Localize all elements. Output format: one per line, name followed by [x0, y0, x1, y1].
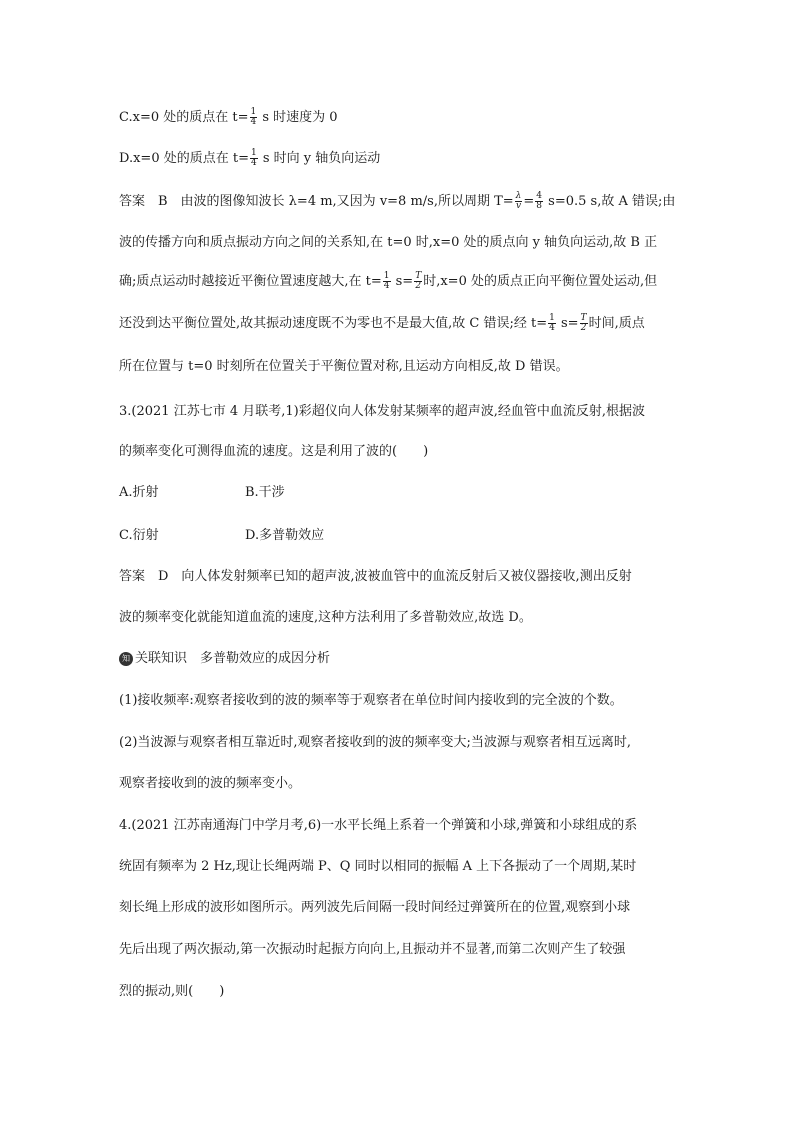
- option-d-text: D.x=0 处的质点在 t=: [119, 151, 249, 166]
- answer-line: 波的频率变化就能知道血流的速度,这种方法利用了多普勒效应,故选 D。: [119, 610, 532, 625]
- fraction: $\frac{1}{4}$: [383, 271, 390, 291]
- related-knowledge-heading: 知 关联知识 多普勒效应的成因分析: [119, 649, 330, 669]
- question-3-stem: 的频率变化可测得血流的速度。这是利用了波的( ): [119, 444, 429, 459]
- question-3-stem: 3.(2021 江苏七市 4 月联考,1)彩超仪向人体发射某频率的超声波,经血管中血流反射,根据波: [119, 404, 645, 419]
- fraction: $\frac{T}{2}$: [580, 313, 587, 333]
- related-paragraph: (2)当波源与观察者相互靠近时,观察者接收到的波的频率变大;当波源与观察者相互远离时,: [119, 735, 632, 750]
- fraction: $\frac{\lambda}{v}$: [515, 191, 522, 211]
- fraction: $\frac{1}{4}$: [549, 313, 555, 333]
- question-4-stem: 刻长绳上形成的波形如图所示。两列波先后间隔一段时间经过弹簧所在的位置,观察到小球: [119, 900, 631, 915]
- option-d: D.多普勒效应: [245, 528, 325, 543]
- answer-line: 所在位置与 t=0 时刻所在位置关于平衡位置对称,且运动方向相反,故 D 错误。: [119, 359, 569, 374]
- option-c-text: C.x=0 处的质点在 t=: [119, 110, 249, 125]
- fraction: $\frac{1}{4}$: [250, 148, 257, 168]
- fraction: $\frac{4}{8}$: [536, 191, 543, 211]
- related-paragraph: (1)接收频率:观察者接收到的波的频率等于观察者在单位时间内接收到的完全波的个数。: [119, 693, 623, 708]
- option-d: D.x=0 处的质点在 t= $\frac{1}{4}$ s 时向 y 轴负向运动: [119, 148, 381, 168]
- option-c: C.衍射: [119, 528, 159, 543]
- answer-line: 还没到达平衡位置处,故其振动速度既不为零也不是最大值,故 C 错误;经 t= $\frac{1}{4}$ s= $\frac{T}{2}$ 时间,质点: [119, 313, 645, 333]
- option-c: C.x=0 处的质点在 t= $\frac{1}{4}$ s 时速度为 0: [119, 107, 338, 127]
- option-b: B.干涉: [245, 485, 285, 500]
- related-paragraph: 观察者接收到的波的频率变小。: [119, 776, 302, 791]
- fraction: $\frac{T}{2}$: [415, 271, 422, 291]
- answer-line: 答案 D 向人体发射频率已知的超声波,波被血管中的血流反射后又被仪器接收,测出反射: [119, 569, 632, 584]
- answer-line: 答案 B 由波的图像知波长 λ=4 m,又因为 v=8 m/s,所以周期 T= $\frac{\lambda}{v}$ = $\frac{4}{8}$ s=0.5 s,故 A 错误;由: [119, 191, 676, 211]
- option-a: A.折射: [119, 485, 159, 500]
- question-4-stem: 先后出现了两次振动,第一次振动时起振方向向上,且振动并不显著,而第二次则产生了较强: [119, 942, 626, 957]
- knowledge-badge-icon: 知: [119, 652, 133, 666]
- question-4-stem: 统固有频率为 2 Hz,现让长绳两端 P、Q 同时以相同的振幅 A 上下各振动了一个周期,某时: [119, 859, 637, 874]
- fraction: $\frac{1}{4}$: [250, 107, 257, 127]
- answer-line: 确;质点运动时越接近平衡位置速度越大,在 t= $\frac{1}{4}$ s= $\frac{T}{2}$ 时,x=0 处的质点正向平衡位置处运动,但: [119, 271, 658, 291]
- question-4-stem: 烈的振动,则( ): [119, 984, 225, 999]
- options-row: [119, 483, 285, 503]
- options-row: [119, 526, 324, 546]
- answer-line: 波的传播方向和质点振动方向之间的关系知,在 t=0 时,x=0 处的质点向 y 轴负向运动,故 B 正: [119, 235, 658, 250]
- question-4-stem: 4.(2021 江苏南通海门中学月考,6)一水平长绳上系着一个弹簧和小球,弹簧和小球组成的系: [119, 818, 638, 833]
